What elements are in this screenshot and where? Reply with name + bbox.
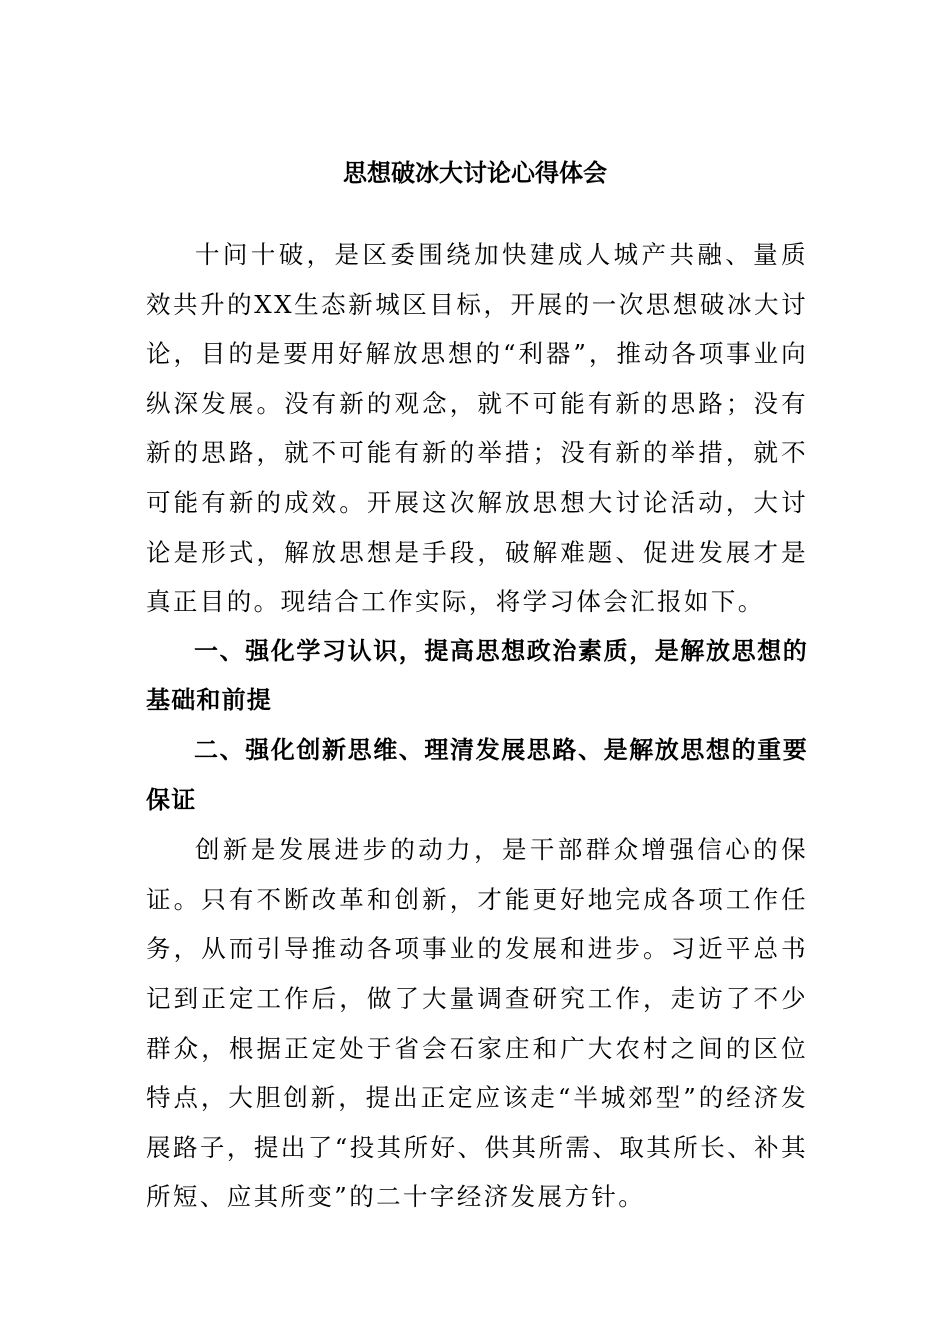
document-title: 思想破冰大讨论心得体会 [343, 158, 607, 187]
body-paragraph-intro: 十问十破，是区委围绕加快建成人城产共融、量质效共升的XX生态新城区目标，开展的一次思想破冰大讨论，目的是要用好解放思想的“利器”，推动各项事业向纵深发展。没有新的观念，就不可能有新的思路；没有新的思路，就不可能有新的举措；没有新的举措，就不可能有新的成效。开展这次解放思想大讨论活动，大讨论是形式，解放思想是手段，破解难题、促进发展才是真正目的。现结合工作实际，将学习体会汇报如下。 [146, 240, 808, 617]
document-body [146, 230, 808, 1222]
section-heading-one: 一、强化学习认识，提高思想政治素质，是解放思想的基础和前提 [146, 636, 808, 715]
body-paragraph-innovation: 创新是发展进步的动力，是干部群众增强信心的保证。只有不断改革和创新，才能更好地完成各项工作任务，从而引导推动各项事业的发展和进步。习近平总书记到正定工作后，做了大量调查研究工作，走访了不少群众，根据正定处于省会石家庄和广大农村之间的区位特点，大胆创新，提出正定应该走“半城郊型”的经济发展路子，提出了“投其所好、供其所需、取其所长、补其所短、应其所变”的二十字经济发展方针。 [146, 835, 808, 1212]
section-heading-two: 二、强化创新思维、理清发展思路、是解放思想的重要保证 [146, 735, 808, 814]
